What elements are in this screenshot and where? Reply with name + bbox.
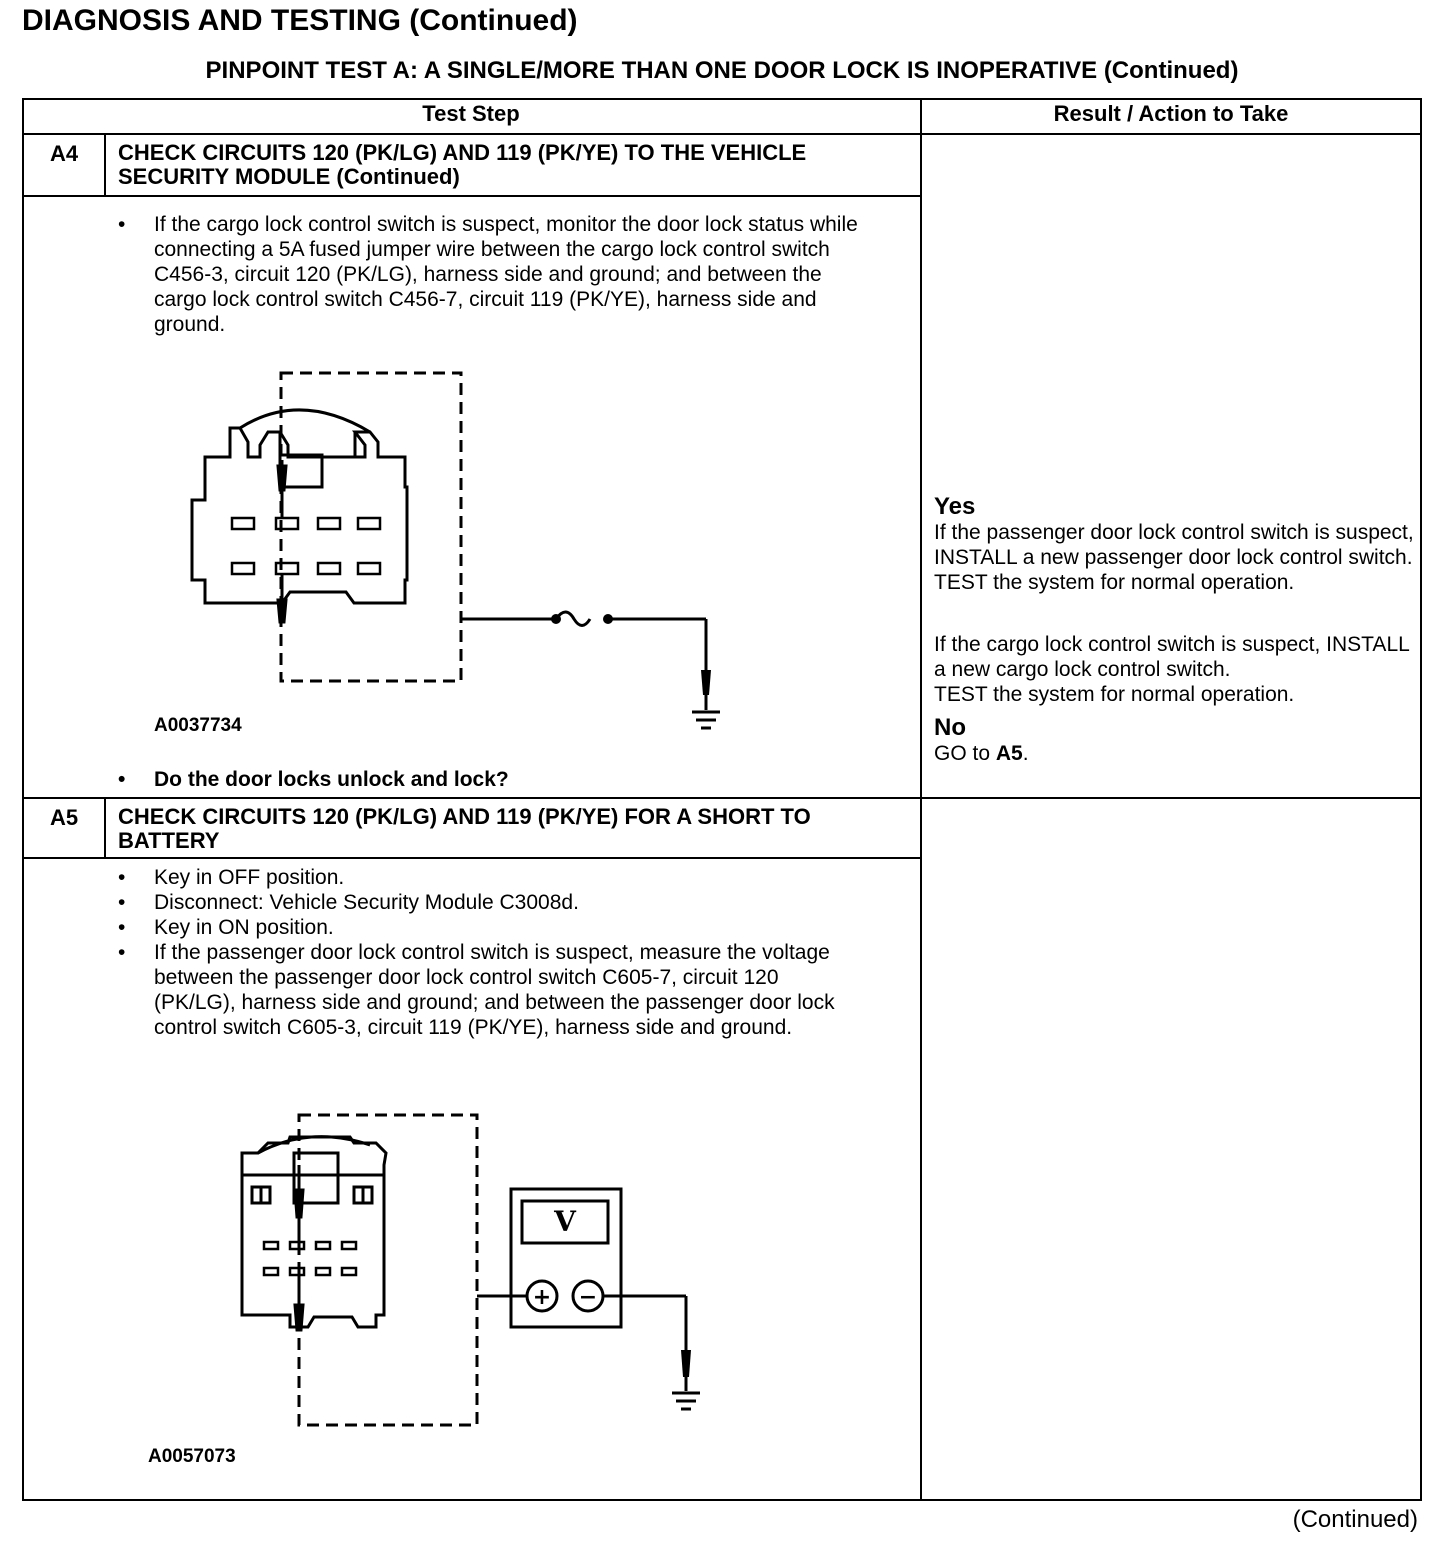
plus-icon: + (532, 1285, 552, 1310)
probe-tip-lower (278, 600, 286, 622)
step-title-a5: CHECK CIRCUITS 120 (PK/LG) AND 119 (PK/YE) FOR A SHORT TO BATTERY (118, 804, 811, 853)
fused-jumper-wire (461, 612, 706, 695)
result-yes-text-3: If the cargo lock control switch is suspect, INSTALL a new cargo lock control switch. (934, 633, 1410, 681)
a4-instruction-1: • If the cargo lock control switch is suspect, monitor the door lock status while connecting a 5A fused jumper wire between the cargo lock control switch C456-3, circuit 120 (PK/LG), harness side and ground; and between the cargo lock control switch C456-7, circuit 119 (PK/YE), harness side and ground. (116, 212, 876, 337)
result-yes-label: Yes (934, 493, 976, 520)
connector-latch-a5 (258, 1137, 370, 1153)
voltmeter (477, 1189, 686, 1377)
connector-latch (240, 410, 370, 432)
figure-id-a5: A0057073 (148, 1446, 236, 1467)
minus-icon: − (578, 1285, 598, 1310)
ground-symbol-a5 (672, 1377, 700, 1409)
a4-question-text: • Do the door locks unlock and lock? (116, 767, 886, 792)
probe-dashed-outline-a5 (299, 1115, 477, 1425)
ground-symbol-a4 (692, 695, 720, 728)
a4-question (116, 767, 886, 792)
step-row-divider (22, 797, 1422, 799)
table-column-divider (920, 98, 922, 1501)
table-header-divider (22, 133, 1422, 135)
pinpoint-test-title: PINPOINT TEST A: A SINGLE/MORE THAN ONE DOOR LOCK IS INOPERATIVE (Continued) (205, 57, 1239, 84)
probe-tip-lower-a5 (295, 1305, 303, 1330)
column-header-test-step: Test Step (422, 101, 520, 126)
a4-title-divider (22, 195, 922, 197)
passenger-switch-voltmeter-diagram (230, 1105, 710, 1435)
result-no-text: GO to A5. (934, 742, 1029, 765)
connector-pins-a5 (264, 1242, 356, 1275)
probe-tip-upper (278, 466, 286, 490)
a5-instruction-4: • If the passenger door lock control switch is suspect, measure the voltage between the passenger door lock control switch C605-7, circuit 120 (PK/LG), harness side and ground; and between the passenger door lock control switch C605-3, circuit 119 (PK/YE), harness side and ground. (116, 940, 866, 1040)
a4-id-divider (104, 134, 106, 196)
continued-footer: (Continued) (1292, 1506, 1418, 1533)
a5-title-divider (22, 857, 922, 859)
probe-dashed-outline (281, 373, 461, 681)
probe-tip-upper-a5 (295, 1190, 303, 1217)
connector-pins (232, 518, 380, 574)
fuse-terminal-right (603, 614, 613, 624)
a5-instruction-1: • Key in OFF position. (116, 865, 866, 890)
step-id-a4: A4 (49, 141, 79, 166)
step-title-a4: CHECK CIRCUITS 120 (PK/LG) AND 119 (PK/YE) TO THE VEHICLE SECURITY MODULE (Continued) (118, 140, 807, 189)
step-id-a5: A5 (49, 805, 79, 830)
voltmeter-v-icon: V (554, 1205, 576, 1238)
ground-probe-tip (701, 670, 711, 695)
a5-instruction-2: • Disconnect: Vehicle Security Module C3008d. (116, 890, 866, 915)
a4-result (934, 494, 1420, 766)
a5-id-divider (104, 798, 106, 858)
connector-body-c605 (242, 1137, 386, 1327)
page-heading: DIAGNOSIS AND TESTING (Continued) (22, 4, 578, 37)
fuse-terminal-left (551, 614, 561, 624)
result-no-label: No (934, 714, 966, 741)
result-no-target-link[interactable]: A5 (995, 742, 1023, 765)
figure-id-a4: A0037734 (154, 715, 242, 736)
result-yes-text-1: If the passenger door lock control switch is suspect, INSTALL a new passenger door lock control switch. (934, 521, 1414, 569)
result-yes-text-2: TEST the system for normal operation. (934, 571, 1295, 594)
a5-instructions (116, 865, 866, 1040)
ground-probe-tip-a5 (681, 1350, 691, 1377)
a4-instructions (116, 212, 876, 337)
column-header-result: Result / Action to Take (1053, 101, 1289, 126)
result-yes-text-4: TEST the system for normal operation. (934, 683, 1295, 706)
a5-instruction-3: • Key in ON position. (116, 915, 866, 940)
cargo-lock-connector-diagram (180, 360, 740, 740)
